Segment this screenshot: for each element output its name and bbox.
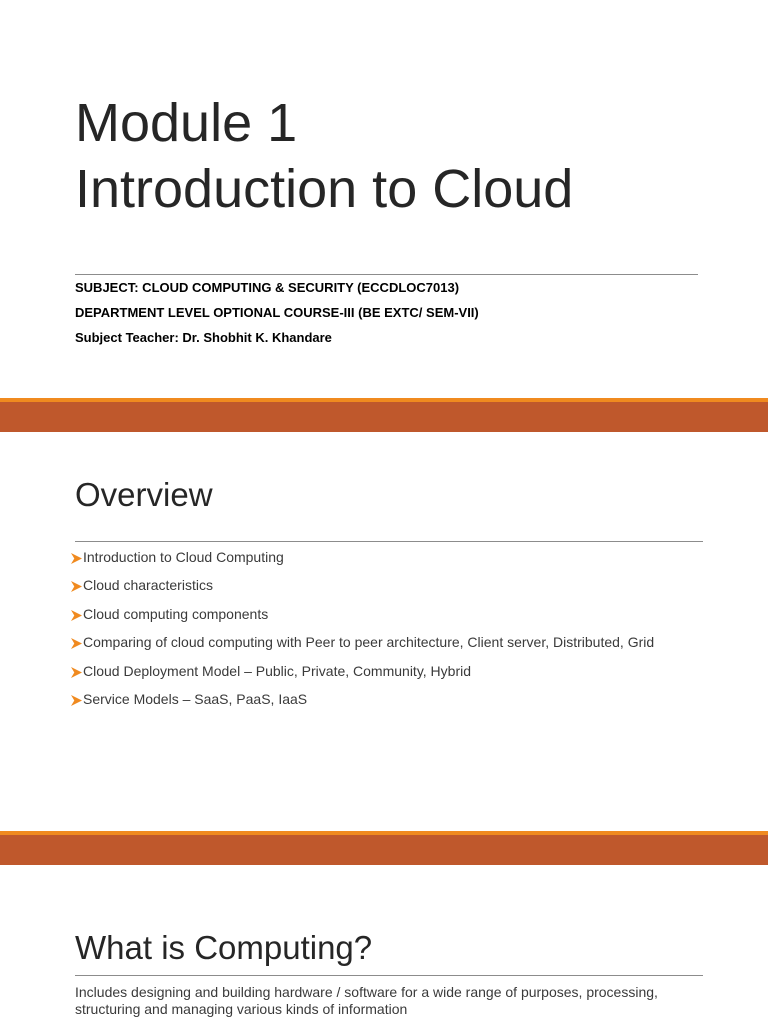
computing-divider (75, 975, 703, 976)
subject-line: SUBJECT: CLOUD COMPUTING & SECURITY (ECCDLOC7013) (75, 280, 460, 295)
arrowhead-bullet-icon (71, 610, 82, 621)
arrowhead-bullet-icon (71, 667, 82, 678)
module-title (75, 90, 573, 222)
overview-list (71, 549, 654, 719)
list-item (71, 577, 654, 605)
list-item (71, 663, 654, 691)
list-item-text: Cloud computing components (83, 605, 269, 622)
module-title-line2: Introduction to Cloud (75, 159, 574, 219)
department-line: DEPARTMENT LEVEL OPTIONAL COURSE-III (BE EXTC/ SEM-VII) (75, 305, 479, 320)
arrowhead-bullet-icon (71, 695, 82, 706)
teacher-line: Subject Teacher: Dr. Shobhit K. Khandare (75, 330, 332, 345)
list-item (71, 691, 654, 719)
list-item (71, 634, 654, 662)
list-item-text: Cloud characteristics (83, 577, 213, 594)
computing-heading: What is Computing? (75, 929, 373, 966)
list-item (71, 549, 654, 577)
list-item-text: Cloud Deployment Model – Public, Private, Community, Hybrid (83, 662, 472, 679)
list-item-text: Introduction to Cloud Computing (83, 549, 284, 565)
module-title-line1: Module 1 (75, 93, 298, 153)
title-divider (75, 274, 698, 275)
computing-description: Includes designing and building hardware / software for a wide range of purposes, processing, structuring and managing various kinds of information (75, 984, 658, 1017)
arrowhead-bullet-icon (71, 638, 82, 649)
list-item (71, 606, 654, 634)
arrowhead-bullet-icon (71, 553, 82, 564)
list-item-text: Comparing of cloud computing with Peer to peer architecture, Client server, Distributed, Grid (83, 634, 655, 651)
list-item-text: Service Models – SaaS, PaaS, IaaS (83, 690, 308, 707)
slide-divider-band (0, 835, 768, 865)
arrowhead-bullet-icon (71, 581, 82, 592)
overview-divider (75, 541, 703, 542)
overview-heading: Overview (75, 476, 213, 513)
slide-divider-band (0, 402, 768, 432)
